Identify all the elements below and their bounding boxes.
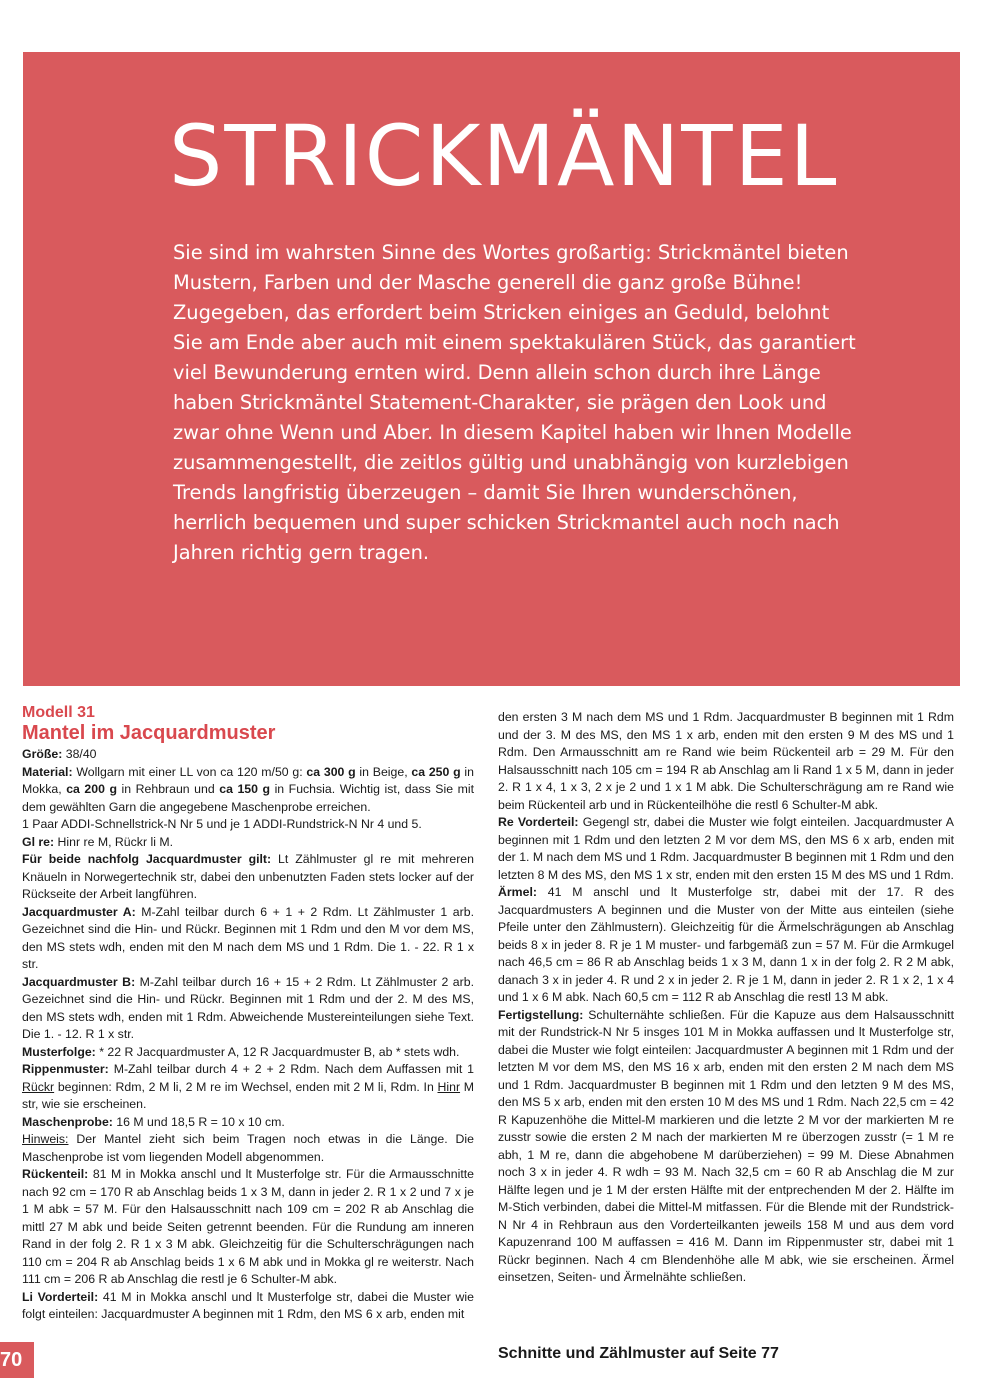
needles-paragraph: 1 Paar ADDI-Schnellstrick-N Nr 5 und je 1 ADDI-Rundstrick-N Nr 4 und 5. bbox=[22, 817, 422, 831]
stockinette-paragraph bbox=[22, 834, 474, 852]
note-paragraph bbox=[22, 1131, 474, 1166]
finishing-label: Fertigstellung: bbox=[498, 1007, 584, 1022]
stockinette-label: Gl re: bbox=[22, 834, 55, 849]
left-front-continued: den ersten 3 M nach dem MS und 1 Rdm. Jacquardmuster B beginnen mit 1 Rdm und der 3. M des MS, den MS 1 x arb, enden mit den ersten 9 M des MS und 1 Rdm. Den Armausschnitt am re Rand wie beim Rückenteil arb = 29 M. Für den Halsausschnitt nach 105 cm = 194 R ab Anschlag am li Rand 1 x 5 M, dann in jeder 2. R 1 x 4, 1 x 3, 2 x je 2 und 1 x 1 M abk. Die Schulterschrägung am re Rand wie beim Rückenteil arb und in Rückenteilhöhe die restl 6 Schulter-M abk. bbox=[498, 710, 954, 812]
sleeves-label: Ärmel: bbox=[498, 885, 537, 899]
instructions-left-column bbox=[22, 704, 474, 1324]
material-text: in Fuchsia. Wichtig ist, dass Sie mit dem gewählten Garn die angegebene Maschenprobe erreichen. bbox=[22, 782, 475, 814]
pattern-sequence-text: * 22 R Jacquardmuster A, 12 R Jacquardmuster B, ab * stets wdh. bbox=[95, 1044, 460, 1059]
finishing-text: Schulternähte schließen. Für die Kapuze aus dem Halsausschnitt mit der Rundstrick-N Nr 5 insges 101 M in Mokka auffassen und lt Musterfolge str, dabei die Muster wie folgt einteilen: Jacquardmuster A beginnen mit 1 Rdm und der letzten M vor dem MS, den MS 16 x arb, enden mit den ersten 2 M nach dem MS und 1 Rdm. Jacquardmuster B beginnen mit 1 Rdm und den letzten 9 M des MS, den MS 5 x arb, enden mit den ersten 10 M des MS und 1 Rdm. Nach 22,5 cm = 42 R Kapuzenhöhe die Mittel-M markieren und die letzte 2 M vor der markierten M re zusstr sowie die ersten 2 M nach der markierten M re überzogen zusstr (= 1 M re abh, 1 M re, dann die abgehobene M darüberziehen) = 99 M. Diese Abnahmen noch 3 x in jeder 4. R wdh = 93 M. Nach 32,5 cm = 60 R ab Anschlag die M zur Hälfte legen und je 1 M der ersten Hälfte mit der entprechenden M der 2. Hälfte im M-Stich verbinden, dabei die Mittel-M mitfassen. Für die Blende mit der Rundstrick-N Nr 4 in Rehbraun aus den Vorderteilkanten jeweils 158 M und aus dem vord Kapuzenrand 100 M auffassen = 416 M. Dann im Rippenmuster str, dabei mit 1 Rückr beginnen. Nach 4 cm Blendenhöhe alle M abk, wie sie erscheinen. Ärmel einsetzen, Seiten- und Ärmelnähte schließen. bbox=[498, 1007, 954, 1284]
right-front-paragraph bbox=[498, 814, 954, 884]
sleeves-text: 41 M anschl und lt Musterfolge str, dabei mit der 17. R des Jacquardmusters A beginnen und die Muster von der Mitte aus einteilen (siehe Pfeile unter den Zählmustern). Gleichzeitig für die Ärmelschrägungen ab Anschlag beids 8 x in jeder 8. R je 1 M muster- und farbgemäß zun = 57 M. Für die Armkugel nach 46,5 cm = 86 R ab Anschlag beids 1 x 3 M, dann 1 x in der folg 2. R 2 M abk, danach 3 x in jeder 4. R und 2 x in jeder 2. R je 1 M, dann in jeder 2. R 1 x 2, 1 x 4 und 1 x 6 M abk. Nach 60,5 cm = 112 R ab Anschlag die restl 13 M abk. bbox=[498, 885, 954, 1004]
jacquard-a-paragraph bbox=[22, 904, 474, 974]
rib-pattern-underlined: Hinr bbox=[437, 1079, 461, 1094]
material-paragraph bbox=[22, 764, 474, 817]
material-text: Wollgarn mit einer LL von ca 120 m/50 g: bbox=[72, 764, 307, 779]
jacquard-a-label: Jacquardmuster A: bbox=[22, 904, 136, 919]
gauge-paragraph bbox=[22, 1114, 474, 1132]
note-label: Hinweis: bbox=[22, 1132, 69, 1146]
rib-pattern-text: M str, wie sie erscheinen. bbox=[22, 1079, 474, 1111]
jacquard-general-label: Für beide nachfolg Jacquardmuster gilt: bbox=[22, 852, 272, 866]
jacquard-a-text: M-Zahl teilbar durch 6 + 1 + 2 Rdm. Lt Zählmuster 1 arb. Gezeichnet sind die Hin- und Rückr. Beginnen mit 1 Rdm und den M vor dem MS, den MS stets wdh, enden mit den M nach dem MS und 1 Rdm. Die 1. - 22. R 1 x str. bbox=[22, 904, 474, 971]
note-text: Der Mantel zieht sich beim Tragen noch etwas in die Länge. Die Maschenprobe ist vom liegenden Modell abgenommen. bbox=[22, 1132, 474, 1164]
instructions-right-column bbox=[498, 709, 954, 1287]
material-label: Material: bbox=[22, 764, 73, 779]
material-amount: ca 300 g bbox=[306, 764, 356, 779]
left-front-label: Li Vorderteil: bbox=[22, 1289, 99, 1304]
pattern-sequence-paragraph bbox=[22, 1044, 474, 1062]
right-front-text: Gegengl str, dabei die Muster wie folgt einteilen. Jacquardmuster A beginnen mit 1 Rdm und den letzten 2 M vor dem MS, den MS 6 x arb, enden mit der 1. M nach dem MS und 1 Rdm. Jacquardmuster B beginnen mit 1 Rdm und den letzten 8 M des MS, den MS 1 x str, enden mit den ersten 15 M des MS und 1 Rdm. bbox=[498, 815, 954, 882]
model-number: Modell 31 bbox=[22, 704, 95, 721]
left-front-text: 41 M in Mokka anschl und lt Musterfolge str, dabei die Muster wie folgt einteilen: Jacquardmuster A beginnen mit 1 Rdm, den MS 6 x arb, enden mit bbox=[22, 1289, 474, 1321]
rib-pattern-underlined: Rückr bbox=[22, 1079, 55, 1094]
model-title: Mantel im Jacquardmuster bbox=[22, 722, 276, 744]
jacquard-general-paragraph bbox=[22, 851, 474, 904]
jacquard-b-paragraph bbox=[22, 974, 474, 1044]
back-paragraph bbox=[22, 1166, 474, 1289]
pattern-sequence-label: Musterfolge: bbox=[22, 1044, 96, 1059]
finishing-paragraph bbox=[498, 1007, 954, 1287]
rib-pattern-label: Rippenmuster: bbox=[22, 1062, 109, 1076]
stockinette-text: Hinr re M, Rückr li M. bbox=[54, 834, 173, 849]
back-label: Rückenteil: bbox=[22, 1167, 89, 1181]
size-text: 38/40 bbox=[62, 747, 97, 761]
jacquard-b-label: Jacquardmuster B: bbox=[22, 974, 136, 989]
material-amount: ca 150 g bbox=[219, 782, 271, 796]
rib-pattern-paragraph bbox=[22, 1061, 474, 1114]
material-amount: ca 200 g bbox=[66, 782, 117, 796]
rib-pattern-text: beginnen: Rdm, 2 M li, 2 M re im Wechsel, enden mit 2 M li, Rdm. In bbox=[54, 1079, 438, 1094]
gauge-text: 16 M und 18,5 R = 10 x 10 cm. bbox=[112, 1114, 285, 1129]
page-number: 70 bbox=[0, 1342, 34, 1378]
material-text: in Beige, bbox=[355, 764, 412, 779]
gauge-label: Maschenprobe: bbox=[22, 1114, 113, 1129]
back-text: 81 M in Mokka anschl und lt Musterfolge str. Für die Armausschnitte nach 92 cm = 170 R ab Anschlag beids 1 x 3 M, dann in jeder 2. R 1 x 2 und 7 x je 1 M abk = 57 M. Für den Halsausschnitt nach 109 cm = 202 R ab Anschlag die mittl 27 M abk und beide Seiten getrennt beenden. Für die Rundung am inneren Rand in der folg 2. R 1 x 3 M abk. Gleichzeitig für die Schulterschrägungen nach 110 cm = 204 R ab Anschlag beids 1 x 6 M abk und in Mokka gl re weiterstr. Nach 111 cm = 206 R ab Anschlag die restl je 6 Schulter-M abk. bbox=[22, 1167, 474, 1286]
material-amount: ca 250 g bbox=[411, 764, 461, 779]
sleeves-paragraph bbox=[498, 884, 954, 1007]
right-front-label: Re Vorderteil: bbox=[498, 815, 579, 829]
size-paragraph bbox=[22, 746, 474, 764]
material-text: in Rehbraun und bbox=[116, 782, 220, 796]
chapter-title: STRICKMÄNTEL bbox=[169, 107, 839, 205]
pattern-reference: Schnitte und Zählmuster auf Seite 77 bbox=[498, 1345, 779, 1362]
jacquard-general-text: Lt Zählmuster gl re mit mehreren Knäueln in Norwegertechnik str, dabei den unbenutzten Faden stets locker auf der Rückseite der Arbeit langführen. bbox=[22, 852, 474, 901]
size-label: Größe: bbox=[22, 747, 63, 761]
intro-banner bbox=[23, 52, 960, 686]
chapter-intro: Sie sind im wahrsten Sinne des Wortes großartig: Strickmäntel bieten Mustern, Farben und der Masche generell die ganz große Bühne! Zugegeben, das erfordert beim Stricken einiges an Geduld, belohnt Sie am Ende aber auch mit einem spektakulären Stück, das garantiert viel Bewunderung ernten wird. Denn allein schon durch ihre Länge haben Strickmäntel Statement-Charakter, sie prägen den Look und zwar ohne Wenn und Aber. In diesem Kapitel haben wir Ihnen Modelle zusammengestellt, die zeitlos gültig und unabhängig von kurzlebigen Trends langfristig überzeugen – damit Sie Ihren wunderschönen, herrlich bequemen und super schicken Strickmantel auch noch nach Jahren richtig gern tragen. bbox=[173, 241, 856, 564]
rib-pattern-text: M-Zahl teilbar durch 4 + 2 + 2 Rdm. Nach dem Auffassen mit 1 bbox=[108, 1062, 474, 1076]
material-text: in Mokka, bbox=[22, 764, 474, 796]
left-front-paragraph bbox=[22, 1289, 474, 1324]
jacquard-b-text: M-Zahl teilbar durch 16 + 15 + 2 Rdm. Lt Zählmuster 2 arb. Gezeichnet sind die Hin- und Rückr. Beginnen mit 1 Rdm und der 2. M des MS, den MS stets wdh, enden mit 1 Rdm. Abweichende Mustereinteilungen siehe Text. Die 1. - 12. R 1 x str. bbox=[22, 974, 474, 1041]
